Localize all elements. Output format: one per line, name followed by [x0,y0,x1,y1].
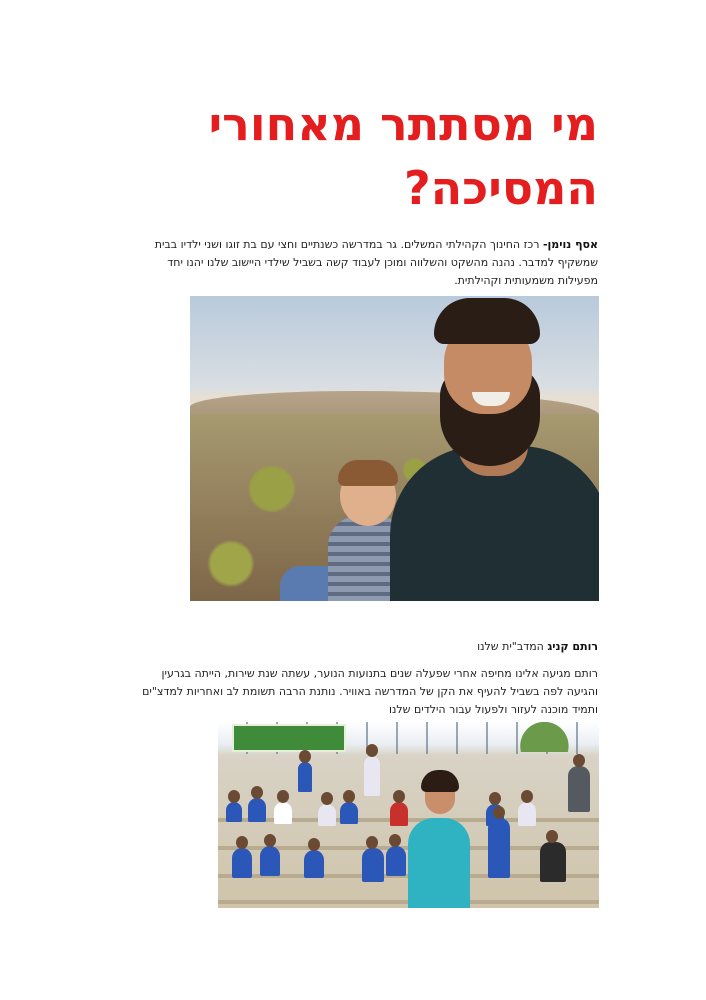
second-line-2: והגיעה לפה בשביל להעיף את הקן של המדרשה באוויר. נותנת הרבה תשומת לב ואחריות למדצ"ים [142,685,598,698]
intro-line-1 [98,236,598,254]
second-line-1: רותם מגיעה אלינו מחיפה אחרי שפעלה שנים בתנועות הנוער, עשתה שנת שירות, הייתה בגרעין [161,667,598,680]
woman-figure [408,818,470,908]
second-line-3: ותמיד מוכנה לעזור ולפעול עבור הילדים שלנו [389,703,598,716]
title-line-2: המסיכה? [403,161,598,215]
intro-line-1-text: רכז החינוך הקהילתי המשלים. גר במדרשה כשנתיים וחצי עם בת זוגו ושני ילדיו בבית [154,238,543,251]
second-name: רותם קניג [547,640,598,653]
group-photo [218,722,599,908]
second-paragraph [98,665,598,719]
intro-line-2: שמשקיף למדבר. נהנה מהשקט והשלווה ומוכן לעבוד קשה בשביל שילדי היישוב שלנו יהנו יחד [167,256,598,269]
second-role: המדב"ית שלנו [477,640,548,653]
title-line-1: מי מסתתר מאחורי [208,97,598,151]
second-heading [98,638,598,656]
selfie-photo [190,296,599,601]
page-title [98,92,598,220]
intro-name: אסף נוימן- [542,238,598,251]
second-heading-line [98,638,598,656]
intro-line-3: מפעילות משמעותית וקהילתית. [454,274,598,287]
intro-paragraph [98,236,598,290]
